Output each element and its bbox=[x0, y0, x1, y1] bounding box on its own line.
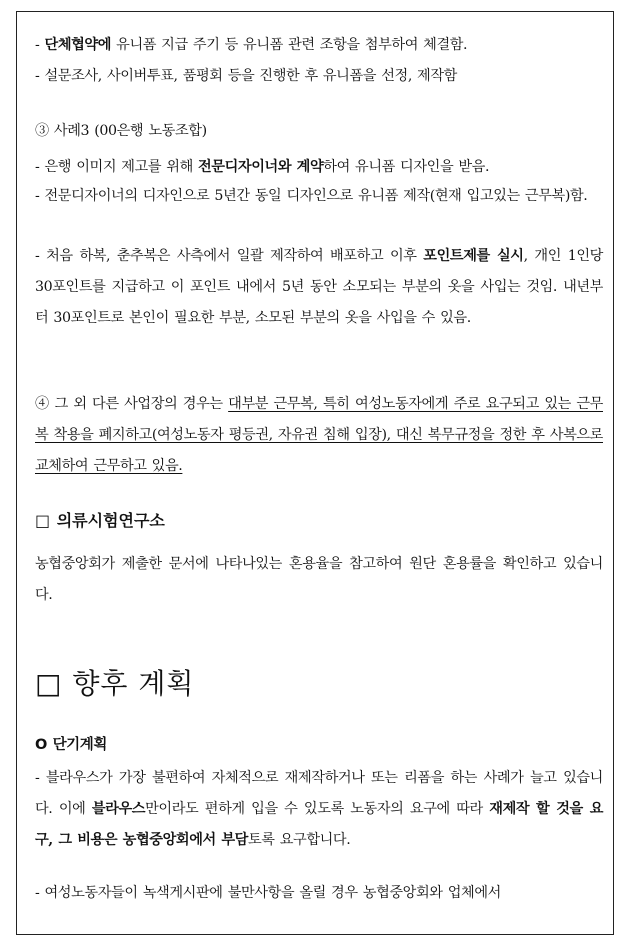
text: ④ 그 외 다른 사업장의 경우는 bbox=[35, 396, 229, 412]
text: 유니폼 지급 주기 등 유니폼 관련 조항을 첨부하여 체결함. bbox=[111, 37, 468, 53]
case3-line-2: - 전문디자이너의 디자인으로 5년간 동일 디자인으로 유니폼 제작(현재 입고있는 근무복)함. bbox=[35, 188, 588, 204]
text: 하여 유니폼 디자인을 받음. bbox=[323, 159, 490, 175]
plan-paragraph-1 bbox=[35, 763, 603, 856]
text: - 블라우스가 가장 불편하여 자체적으로 재제작하거나 또는 리폼을 하는 사례가 늘고 있습니다. 이에 bbox=[35, 770, 603, 817]
institute-body: 농협중앙회가 제출한 문서에 나타나있는 혼용율을 참고하여 원단 혼용률을 확인하고 있습니다. bbox=[35, 556, 603, 603]
text: 만이라도 편하게 입을 수 있도록 노동자의 요구에 따라 bbox=[145, 801, 490, 817]
text: , 개인 1인당 30포인트를 지급하고 이 포인트 내에서 5년 동안 소모되는 부분의 옷을 사입는 것임. 내년부터 30포인트로 본인이 필요한 부분, 소모된 부분의 옷을 사입을 수 있음. bbox=[35, 248, 603, 326]
case2-line-1 bbox=[35, 30, 603, 61]
bullet-dash: - bbox=[35, 37, 45, 53]
plan-heading: □ 향후 계획 bbox=[35, 667, 195, 700]
case3-line-3 bbox=[35, 241, 603, 334]
bold-text: 전문디자이너와 계약 bbox=[198, 159, 324, 175]
case4-paragraph bbox=[35, 389, 603, 482]
case3-heading: ③ 사례3 (00은행 노동조합) bbox=[35, 123, 207, 139]
case3-line-1 bbox=[35, 152, 603, 183]
plan-paragraph-2: - 여성노동자들이 녹색게시판에 불만사항을 올릴 경우 농협중앙회와 업체에서 bbox=[35, 885, 501, 901]
bold-text: 블라우스 bbox=[91, 801, 146, 817]
institute-heading: □ 의류시험연구소 bbox=[35, 511, 165, 530]
underlined-text: 대부분 근무복, 특히 여성노동자에게 주로 요구되고 있는 근무복 착용을 폐지하고(여성노동자 평등권, 자유권 침해 입장), 대신 복무규정을 정한 후 사복으로 교체하여 근무하고 있음. bbox=[35, 396, 603, 474]
case2-line-2: - 설문조사, 사이버투표, 품평회 등을 진행한 후 유니폼을 선정, 제작함 bbox=[35, 68, 457, 84]
text: - 은행 이미지 제고를 위해 bbox=[35, 159, 198, 175]
text: - 처음 하복, 춘추복은 사측에서 일괄 제작하여 배포하고 이후 bbox=[35, 248, 424, 264]
text: 토록 요구합니다. bbox=[247, 832, 351, 848]
bold-text: 포인트제를 실시 bbox=[423, 248, 524, 264]
bold-text: 재제작 할 것을 요구, 그 비용은 농협중앙회에서 부담 bbox=[35, 801, 603, 848]
short-term-heading: O 단기계획 bbox=[35, 737, 108, 753]
bold-text: 단체협약에 bbox=[44, 37, 112, 53]
